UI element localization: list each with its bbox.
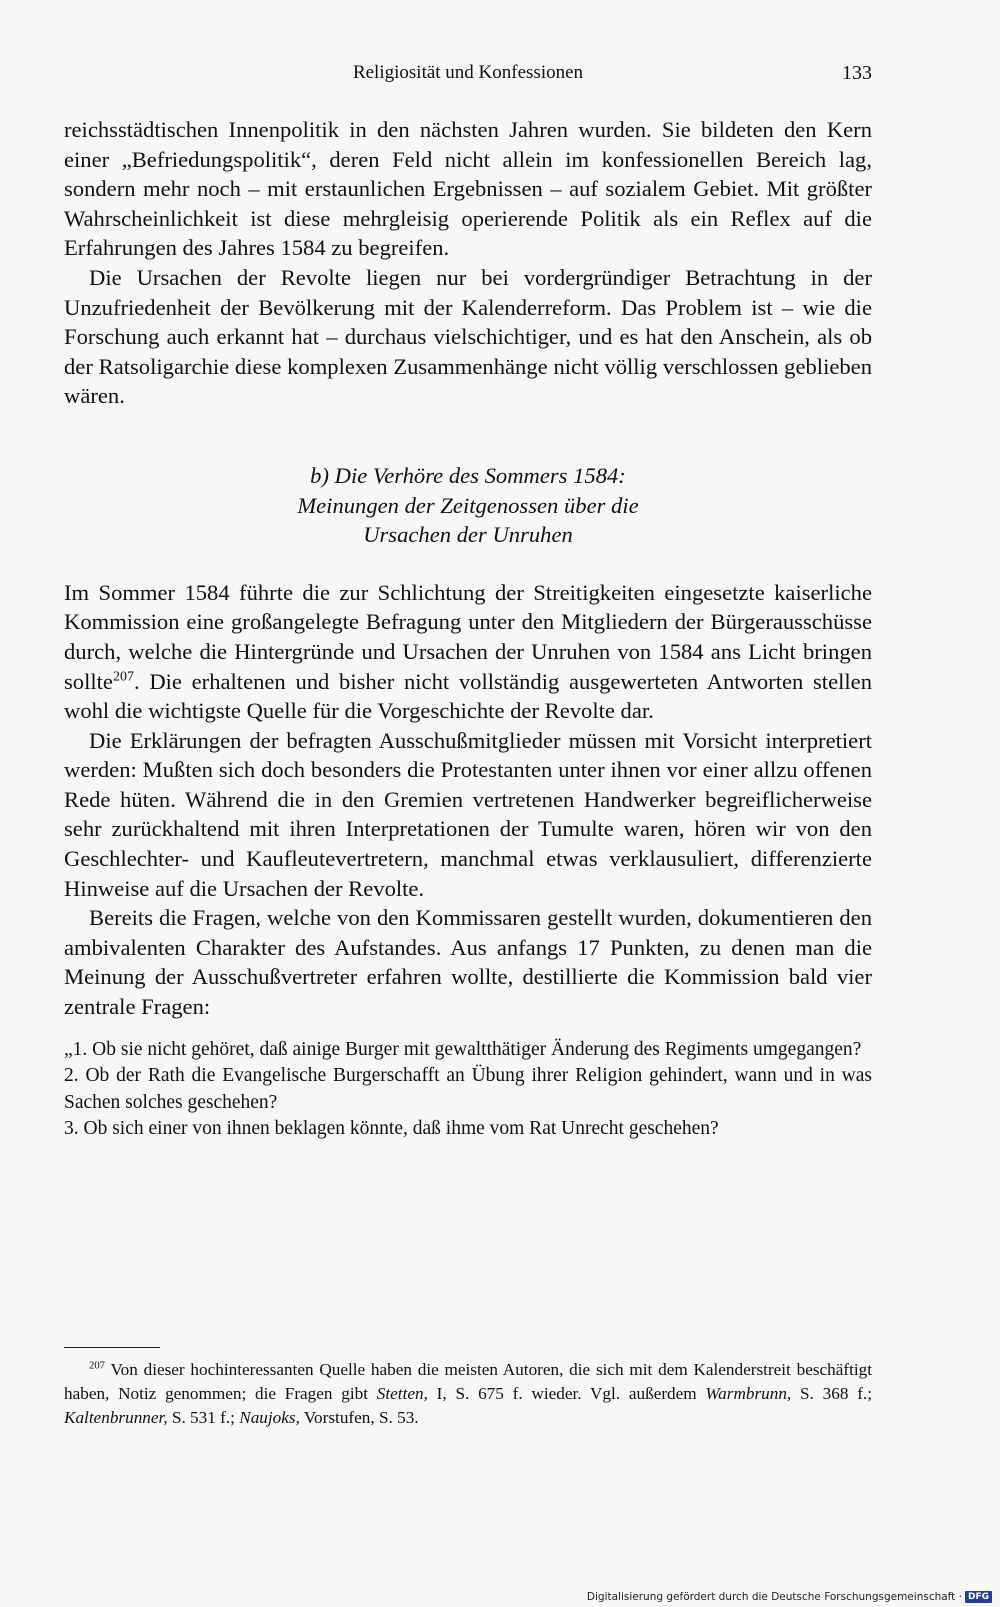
footnote-text: Von dieser hochinteressanten Quelle haben die meisten Autoren, die sich mit dem Kalenderstreit beschäftigt haben, Notiz genommen; die Fragen gibt bbox=[64, 1360, 872, 1404]
footnote-text: Vorstufen, S. 53. bbox=[299, 1408, 419, 1428]
dfg-logo-icon: DFG bbox=[965, 1591, 992, 1603]
footnotes bbox=[64, 1358, 872, 1431]
footnote-number: 207 bbox=[89, 1360, 105, 1372]
footnote bbox=[64, 1358, 872, 1431]
paragraph bbox=[64, 578, 872, 726]
section-heading-line: b) Die Verhöre des Sommers 1584: bbox=[310, 462, 626, 488]
footnote-divider bbox=[64, 1347, 160, 1348]
footnote-author: Warmbrunn, bbox=[705, 1384, 792, 1404]
paragraph: reichsstädtischen Innenpolitik in den nächsten Jahren wurden. Sie bildeten den Kern einer „Befriedungspolitik“, deren Feld nicht allein im konfessionellen Bereich lag, sondern mehr noch – mit erstaunlichen Ergebnissen – auf sozialem Gebiet. Mit größter Wahrscheinlichkeit ist diese mehrgleisig operierende Politik als ein Reflex auf die Erfahrungen des Jahres 1584 zu begreifen. bbox=[64, 117, 872, 261]
paragraph: Bereits die Fragen, welche von den Kommissaren gestellt wurden, dokumentieren den ambivalenten Charakter des Aufstandes. Aus anfangs 17 Punkten, zu denen man die Meinung der Ausschußvertreter erfahren wollte, destillierte die Kommission bald vier zentrale Fragen: bbox=[64, 905, 872, 1020]
footnote-reference: 207 bbox=[112, 668, 134, 684]
paragraph: Die Erklärungen der befragten Ausschußmitglieder müssen mit Vorsicht interpretiert werden: Mußten sich doch besonders die Protestanten unter ihnen vor einer allzu offenen Rede hüten. Während die in den Gremien vertretenen Handwerker begreiflicherweise sehr zurückhaltend mit ihren Interpretationen der Tumulte waren, hören wir von den Geschlechter- und Kaufleutevertretern, manchmal etwas verklausuliert, differenzierte Hinweise auf die Ursachen der Revolte. bbox=[64, 727, 872, 901]
quote-item: 3. Ob sich einer von ihnen beklagen könnte, daß ihme vom Rat Unrecht geschehen? bbox=[64, 1118, 719, 1140]
banner-text: Digitalisierung gefördert durch die Deutsche Forschungsgemeinschaft · bbox=[586, 1591, 962, 1603]
footnote-text: I, S. 675 f. wieder. Vgl. außerdem bbox=[427, 1384, 706, 1404]
quote-item: „1. Ob sie nicht gehöret, daß ainige Burger mit gewaltthätiger Änderung des Regiments umgegangen? bbox=[64, 1038, 862, 1060]
footnote-author: Naujoks, bbox=[239, 1408, 300, 1428]
paragraph: Die Ursachen der Revolte liegen nur bei vordergründiger Betrachtung in der Unzufriedenheit der Bevölkerung mit der Kalenderreform. Das Problem ist – wie die Forschung auch erkannt hat – durchaus vielschichtiger, und es hat den Anschein, als ob der Ratsoligarchie diese komplexen Zusammenhänge nicht völlig verschlossen geblieben wären. bbox=[64, 264, 872, 409]
footnote-author: Stetten, bbox=[376, 1384, 428, 1404]
block-quote bbox=[64, 1037, 872, 1143]
section-heading bbox=[64, 461, 872, 550]
section-heading-line: Meinungen der Zeitgenossen über die bbox=[297, 492, 639, 518]
running-title: Religiosität und Konfessionen bbox=[352, 62, 584, 83]
paragraph-text: . Die erhaltenen und bisher nicht vollständig ausgewerteten Antworten stellen wohl die wichtigste Quelle für die Vorgeschichte der Revolte dar. bbox=[64, 668, 872, 724]
page-number: 133 bbox=[842, 62, 872, 84]
running-head bbox=[64, 62, 872, 86]
paragraph-text: Im Sommer 1584 führte die zur Schlichtung der Streitigkeiten eingesetzte kaiserliche Kommission eine großangelegte Befragung unter den Mitgliedern der Bürgerausschüsse durch, welche die Hintergründe und Ursachen der Unruhen von 1584 ans Licht bringen sollte bbox=[64, 579, 872, 694]
footnote-text: S. 531 f.; bbox=[167, 1408, 240, 1428]
quote-item: 2. Ob der Rath die Evangelische Burgerschafft an Übung ihrer Religion gehindert, wann und in was Sachen solches geschehen? bbox=[64, 1065, 872, 1113]
digitization-banner bbox=[587, 1591, 992, 1603]
section-heading-line: Ursachen der Unruhen bbox=[363, 522, 573, 548]
body-text bbox=[64, 115, 872, 1143]
footnote-text: S. 368 f.; bbox=[791, 1384, 872, 1404]
footnote-author: Kaltenbrunner, bbox=[64, 1408, 168, 1428]
